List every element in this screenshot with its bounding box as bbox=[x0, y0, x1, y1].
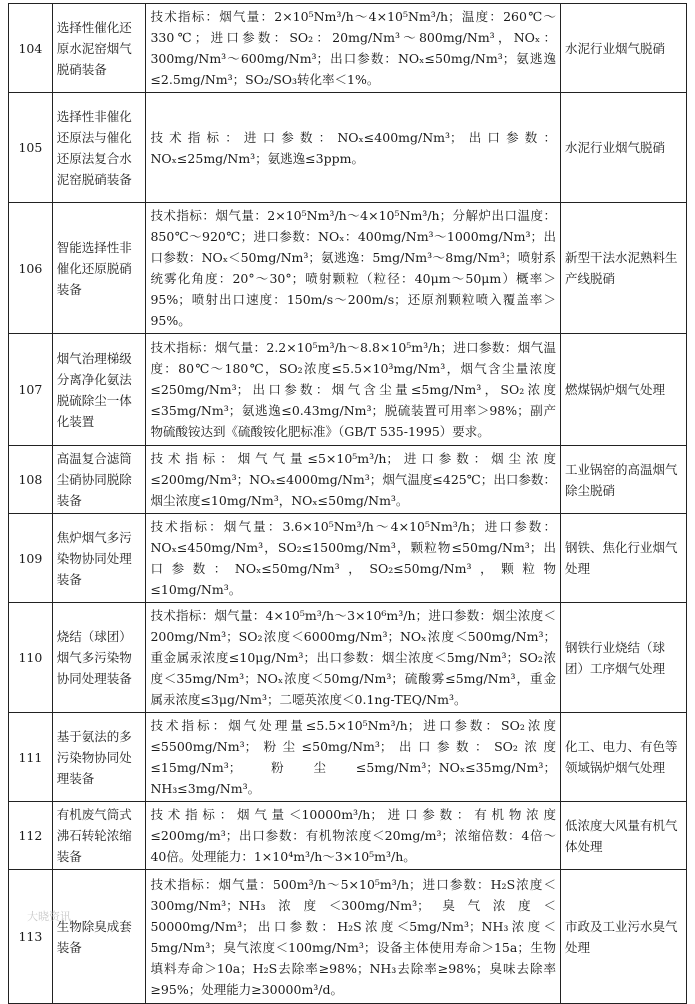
technical-spec: 技术指标：烟气量：4×10⁵m³/h～3×10⁶m³/h；进口参数：烟尘浓度＜200mg/Nm³；SO₂浓度＜6000mg/Nm³；NOₓ浓度＜500mg/Nm³；重金属汞浓度≤10μg/Nm³；出口参数：烟尘浓度＜5mg/Nm³；SO₂浓度＜35mg/Nm³；NOₓ浓度＜50mg/Nm³；硫酸雾≤5mg/Nm³，重金属汞浓度≤3μg/Nm³；二噁英浓度＜0.1ng-TEQ/Nm³。 bbox=[146, 603, 561, 713]
technical-spec: 技术指标：烟气量：500m³/h～5×10⁵m³/h；进口参数：H₂S浓度＜300mg/Nm³；NH₃浓度＜300mg/Nm³；臭气浓度＜50000mg/Nm³；出口参数：H₂S浓度＜5mg/Nm³；NH₃浓度＜5mg/Nm³；臭气浓度＜100mg/Nm³；设备主体使用寿命＞15a；生物填料寿命＞10a；H₂S去除率≥98%；NH₃去除率≥98%；臭味去除率≥95%；处理能力≥30000m³/d。 bbox=[146, 870, 561, 1004]
row-number: 109 bbox=[9, 514, 53, 603]
row-number: 113 bbox=[9, 870, 53, 1004]
table-row bbox=[9, 514, 687, 603]
technical-spec: 技术指标：烟气量：2×10⁵Nm³/h～4×10⁵Nm³/h；分解炉出口温度：850℃～920℃；进口参数：NOₓ：400mg/Nm³～1000mg/Nm³；出口参数：NOₓ＜50mg/Nm³；氨逃逸：5mg/Nm³～8mg/Nm³；喷射系统雾化角度：20°～30°；喷射颗粒（粒径：40μm～50μm）概率＞95%；喷射出口速度：150m/s～200m/s；还原剂颗粒喷入覆盖率＞95%。 bbox=[146, 203, 561, 334]
technical-spec: 技术指标：烟气气量≤5×10⁵m³/h；进口参数：烟尘浓度≤200mg/Nm³；NOₓ≤4000mg/Nm³；烟气温度≤425℃；出口参数：烟尘浓度≤10mg/Nm³，NOₓ≤50mg/Nm³。 bbox=[146, 446, 561, 514]
row-number: 108 bbox=[9, 446, 53, 514]
application-field: 钢铁行业烧结（球团）工序烟气处理 bbox=[560, 603, 686, 713]
row-number: 106 bbox=[9, 203, 53, 334]
application-field: 化工、电力、有色等领域锅炉烟气处理 bbox=[560, 713, 686, 802]
application-field: 燃煤锅炉烟气处理 bbox=[560, 334, 686, 446]
technical-spec: 技术指标：烟气量：3.6×10⁵Nm³/h～4×10⁵Nm³/h；进口参数：NOₓ≤450mg/Nm³，SO₂≤1500mg/Nm³，颗粒物≤50mg/Nm³；出口参数：NOₓ≤50mg/Nm³，SO₂≤50mg/Nm³，颗粒物≤10mg/Nm³。 bbox=[146, 514, 561, 603]
equipment-name: 烟气治理梯级分离净化氨法脱硫除尘一体化装置 bbox=[52, 334, 146, 446]
row-number: 111 bbox=[9, 713, 53, 802]
row-number: 107 bbox=[9, 334, 53, 446]
application-field: 市政及工业污水臭气处理 bbox=[560, 870, 686, 1004]
watermark: 大晓资讯 bbox=[27, 910, 71, 923]
application-field: 钢铁、焦化行业烟气处理 bbox=[560, 514, 686, 603]
row-number: 105 bbox=[9, 93, 53, 203]
technical-spec: 技术指标：烟气量＜10000m³/h；进口参数：有机物浓度≤200mg/m³；出口参数：有机物浓度＜20mg/m³；浓缩倍数：4倍～40倍。处理能力：1×10⁴m³/h～3×10⁵m³/h。 bbox=[146, 802, 561, 870]
equipment-name: 选择性非催化还原法与催化还原法复合水泥窑脱硝装备 bbox=[52, 93, 146, 203]
application-field: 水泥行业烟气脱硝 bbox=[560, 93, 686, 203]
table-row bbox=[9, 446, 687, 514]
table-row bbox=[9, 334, 687, 446]
equipment-name: 智能选择性非催化还原脱硝装备 bbox=[52, 203, 146, 334]
row-number: 110 bbox=[9, 603, 53, 713]
equipment-name: 有机废气筒式沸石转轮浓缩装备 bbox=[52, 802, 146, 870]
technical-spec: 技术指标：烟气量：2.2×10⁵m³/h～8.8×10⁵m³/h；进口参数：烟气温度：80℃～180℃，SO₂浓度≤5.5×10³mg/Nm³，烟气含尘量浓度≤250mg/Nm³；出口参数：烟气含尘量≤5mg/Nm³，SO₂浓度≤35mg/Nm³；氨逃逸≤0.43mg/Nm³；脱硫装置可用率＞98%；副产物硫酸铵达到《硫酸铵化肥标准》（GB/T 535-1995）要求。 bbox=[146, 334, 561, 446]
technical-spec: 技术指标：进口参数：NOₓ≤400mg/Nm³；出口参数：NOₓ≤25mg/Nm³；氨逃逸≤3ppm。 bbox=[146, 93, 561, 203]
table-row bbox=[9, 713, 687, 802]
row-number: 112 bbox=[9, 802, 53, 870]
table-row bbox=[9, 603, 687, 713]
application-field: 工业锅窑的高温烟气除尘脱硝 bbox=[560, 446, 686, 514]
equipment-name: 基于氨法的多污染物协同处理装备 bbox=[52, 713, 146, 802]
table-row bbox=[9, 93, 687, 203]
table-row bbox=[9, 4, 687, 93]
application-field: 低浓度大风量有机气体处理 bbox=[560, 802, 686, 870]
equipment-table bbox=[8, 3, 687, 1004]
table-row bbox=[9, 802, 687, 870]
equipment-name: 高温复合滤筒尘硝协同脱除装备 bbox=[52, 446, 146, 514]
application-field: 新型干法水泥熟料生产线脱硝 bbox=[560, 203, 686, 334]
technical-spec: 技术指标：烟气量：2×10⁵Nm³/h～4×10⁵Nm³/h；温度：260℃～330℃；进口参数：SO₂：20mg/Nm³～800mg/Nm³，NOₓ：300mg/Nm³～600mg/Nm³；出口参数：NOₓ≤50mg/Nm³；氨逃逸≤2.5mg/Nm³；SO₂/SO₃转化率＜1%。 bbox=[146, 4, 561, 93]
equipment-name: 生物除臭成套装备 bbox=[52, 870, 146, 1004]
equipment-name: 焦炉烟气多污染物协同处理装备 bbox=[52, 514, 146, 603]
row-number: 104 bbox=[9, 4, 53, 93]
equipment-name: 烧结（球团）烟气多污染物协同处理装备 bbox=[52, 603, 146, 713]
table-row bbox=[9, 203, 687, 334]
technical-spec: 技术指标：烟气处理量≤5.5×10⁵Nm³/h；进口参数：SO₂浓度≤5500mg/Nm³；粉尘≤50mg/Nm³；出口参数：SO₂浓度≤15mg/Nm³；粉尘≤5mg/Nm³；NOₓ≤35mg/Nm³；NH₃≤3mg/Nm³。 bbox=[146, 713, 561, 802]
application-field: 水泥行业烟气脱硝 bbox=[560, 4, 686, 93]
equipment-name: 选择性催化还原水泥窑烟气脱硝装备 bbox=[52, 4, 146, 93]
table-row bbox=[9, 870, 687, 1004]
